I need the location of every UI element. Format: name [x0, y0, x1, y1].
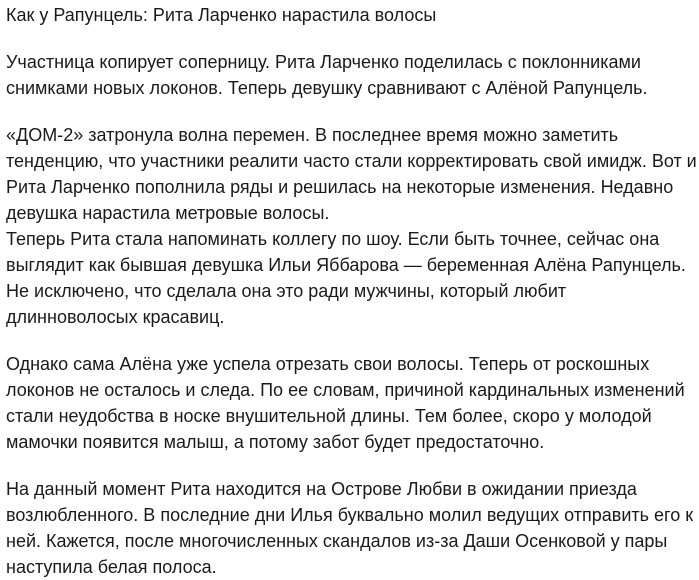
article-paragraph-1 — [6, 122, 696, 330]
text-line: На данный момент Рита находится на Острове Любви в ожидании приезда — [6, 479, 637, 499]
text-line: локонов не осталось и следа. По ее словам, причиной кардинальных изменений — [6, 380, 685, 400]
text-line: тенденцию, что участники реалити часто стали корректировать свой имидж. Вот и — [6, 151, 697, 171]
spacer — [6, 101, 696, 122]
article-title: Как у Рапунцель: Рита Ларченко нарастила волосы — [6, 5, 437, 25]
spacer — [6, 455, 696, 476]
text-line: Теперь Рита стала напоминать коллегу по шоу. Если быть точнее, сейчас она — [6, 229, 660, 249]
text-line: Однако сама Алёна уже успела отрезать свои волосы. Теперь от роскошных — [6, 354, 650, 374]
spacer — [6, 28, 696, 49]
article-paragraph-2 — [6, 351, 696, 455]
text-line: наступила белая полоса. — [6, 557, 217, 577]
text-line: снимками новых локонов. Теперь девушку сравнивают с Алёной Рапунцель. — [6, 78, 648, 98]
text-line: Участница копирует соперницу. Рита Ларченко поделилась с поклонниками — [6, 52, 641, 72]
text-line: мамочки появится малыш, а потому забот будет предостаточно. — [6, 432, 545, 452]
article — [6, 0, 696, 580]
spacer — [6, 330, 696, 351]
text-line: стали неудобства в носке внушительной длины. Тем более, скоро у молодой — [6, 406, 652, 426]
text-line: Не исключено, что сделала она это ради мужчины, который любит — [6, 281, 567, 301]
text-line: ней. Кажется, после многочисленных скандалов из-за Даши Осенковой у пары — [6, 531, 668, 551]
text-line: «ДОМ-2» затронула волна перемен. В последнее время можно заметить — [6, 125, 619, 145]
article-lead — [6, 49, 696, 101]
text-line: возлюбленного. В последние дни Илья буквально молил ведущих отправить его к — [6, 505, 694, 525]
text-line: девушка нарастила метровые волосы. — [6, 203, 330, 223]
article-paragraph-3 — [6, 476, 696, 580]
text-line: выглядит как бывшая девушка Ильи Яббарова — беременная Алёна Рапунцель. — [6, 255, 686, 275]
text-line: длинноволосых красавиц. — [6, 307, 225, 327]
text-line: Рита Ларченко пополнила ряды и решилась на некоторые изменения. Недавно — [6, 177, 674, 197]
